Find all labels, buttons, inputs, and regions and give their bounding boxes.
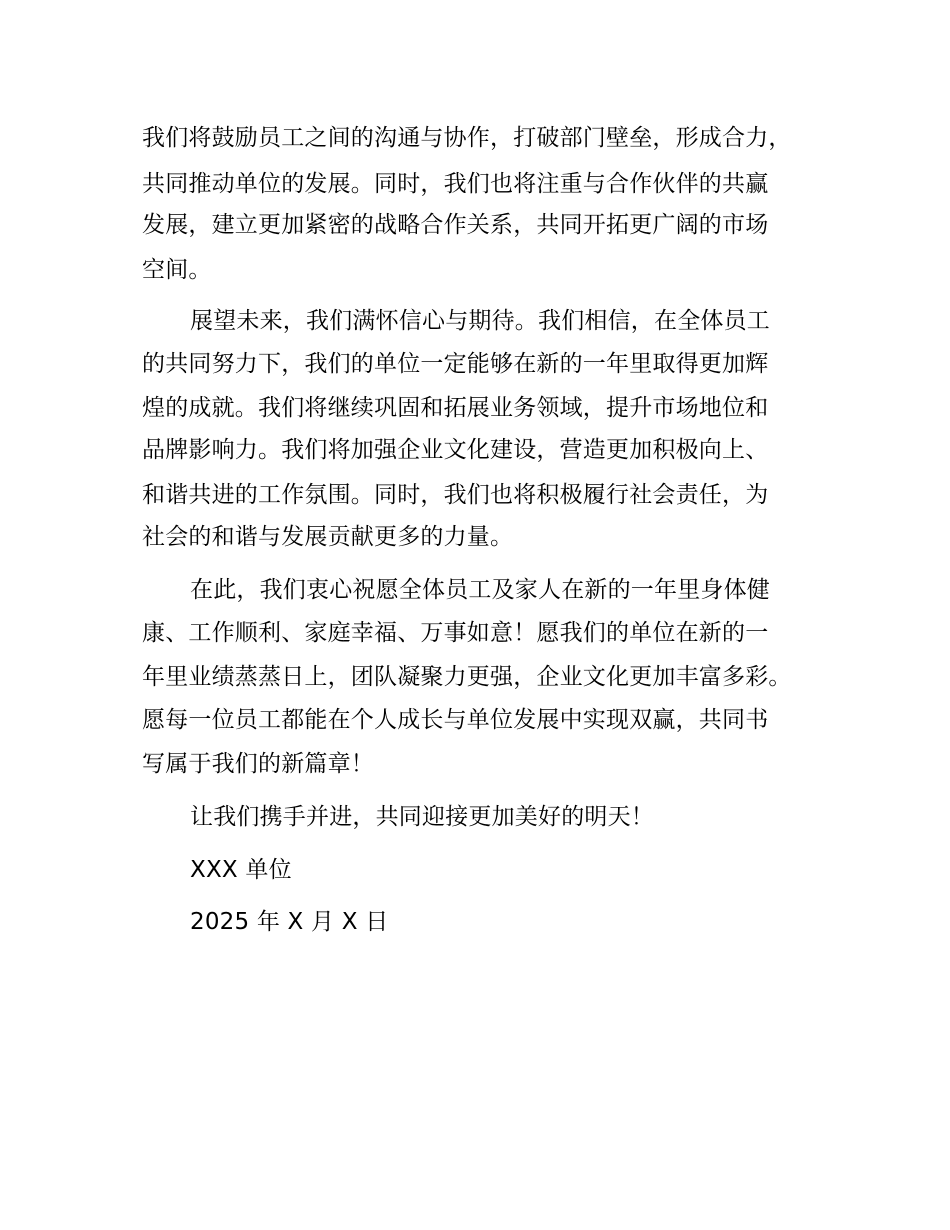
paragraph-3-line-2: 康、工作顺利、家庭幸福、万事如意！愿我们的单位在新的一: [142, 620, 769, 646]
paragraph-2-line-5: 和谐共进的工作氛围。同时，我们也将积极履行社会责任，为: [142, 482, 769, 508]
paragraph-3-line-4: 愿每一位员工都能在个人成长与单位发展中实现双赢，共同书: [142, 707, 769, 733]
date-line: 2025 年 X 月 X 日: [190, 909, 389, 935]
paragraph-1-line-2: 共同推动单位的发展。同时，我们也将注重与合作伙伴的共赢: [142, 171, 769, 197]
paragraph-2-line-1: 展望未来，我们满怀信心与期待。我们相信，在全体员工: [190, 308, 770, 334]
signature-line: XXX 单位: [190, 857, 292, 883]
paragraph-2-line-6: 社会的和谐与发展贡献更多的力量。: [142, 524, 514, 550]
paragraph-1-line-3: 发展，建立更加紧密的战略合作关系，共同开拓更广阔的市场: [142, 212, 769, 238]
paragraph-2-line-2: 的共同努力下，我们的单位一定能够在新的一年里取得更加辉: [142, 351, 769, 377]
paragraph-3-line-5: 写属于我们的新篇章！: [142, 751, 374, 777]
closing-line: 让我们携手并进，共同迎接更加美好的明天！: [190, 804, 654, 830]
paragraph-2-line-3: 煌的成就。我们将继续巩固和拓展业务领域，提升市场地位和: [142, 395, 769, 421]
paragraph-1-line-4: 空间。: [142, 257, 212, 283]
paragraph-3-line-3: 年里业绩蒸蒸日上，团队凝聚力更强，企业文化更加丰富多彩。: [142, 664, 792, 690]
paragraph-1-line-1: 我们将鼓励员工之间的沟通与协作，打破部门壁垒，形成合力，: [142, 125, 792, 151]
paragraph-2-line-4: 品牌影响力。我们将加强企业文化建设，营造更加积极向上、: [142, 437, 769, 463]
paragraph-3-line-1: 在此，我们衷心祝愿全体员工及家人在新的一年里身体健: [190, 577, 770, 603]
